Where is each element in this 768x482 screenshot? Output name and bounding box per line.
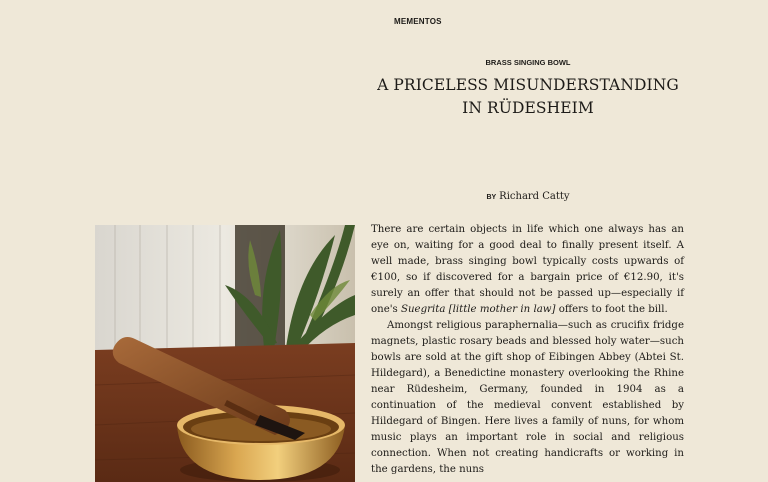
- paragraph-1-emphasis: Suegrita [little mother in law]: [401, 304, 556, 315]
- kicker: BRASS SINGING BOWL: [485, 58, 571, 67]
- article-body: [371, 222, 684, 478]
- article-title: [366, 74, 690, 120]
- byline-prefix: BY: [486, 194, 497, 201]
- author-name: Richard Catty: [499, 191, 570, 202]
- singing-bowl-image: [95, 225, 355, 482]
- title-line-2: IN RÜDESHEIM: [462, 99, 594, 117]
- article-photo: [95, 225, 355, 482]
- paragraph-1-text: There are certain objects in life which one always has an eye on, waiting for a good deal to finally present itself. A well made, brass singing bowl typically costs upwards of €100, so if discovered for a bargain price of €12.90, it's surely an offer that should not be passed up—especially if one's: [371, 224, 684, 315]
- paragraph-1-tail: offers to foot the bill.: [555, 304, 668, 315]
- title-line-1: A PRICELESS MISUNDERSTANDING: [377, 76, 679, 94]
- paragraph-2: Amongst religious paraphernalia—such as crucifix fridge magnets, plastic rosary beads and blessed holy water—such bowls are sold at the gift shop of Eibingen Abbey (Abtei St. Hildegard), a Benedictine monastery overlooking the Rhine near Rüdesheim, Germany, founded in 1904 as a continuation of the medieval convent established by Hildegard of Bingen. Here lives a family of nuns, for whom music plays an important role in social and religious connection. When not creating handicrafts or working in the gardens, the nuns: [371, 320, 684, 475]
- section-label: MEMENTOS: [394, 17, 442, 26]
- byline: [370, 191, 686, 202]
- paragraph-1: [371, 222, 684, 318]
